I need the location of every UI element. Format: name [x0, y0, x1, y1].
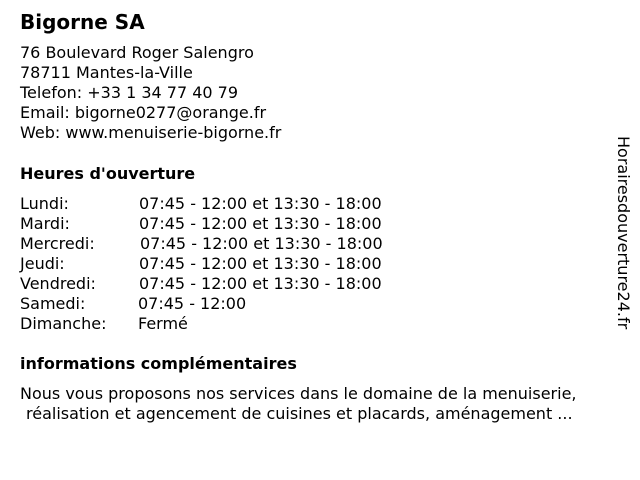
address-street: 76 Boulevard Roger Salengro: [20, 43, 254, 62]
time-value: 07:45 - 12:00 et 13:30 - 18:00: [140, 234, 383, 253]
watermark-text: Horairesdouverture24.fr: [614, 136, 633, 330]
day-label: Jeudi:: [20, 254, 65, 273]
hours-row-thursday: [20, 254, 440, 274]
description-line-1: Nous vous proposons nos services dans le domaine de la menuiserie,: [20, 384, 577, 403]
hours-row-friday: [20, 274, 440, 294]
day-label: Samedi:: [20, 294, 86, 313]
day-label: Mardi:: [20, 214, 70, 233]
time-value: 07:45 - 12:00: [138, 294, 247, 313]
contact-block: [20, 43, 281, 143]
hours-row-tuesday: [20, 214, 440, 234]
time-value: Fermé: [138, 314, 188, 333]
hours-row-sunday: [20, 314, 440, 334]
hours-row-wednesday: [20, 234, 440, 254]
business-name: Bigorne SA: [20, 10, 145, 34]
hours-row-monday: [20, 194, 440, 214]
day-label: Mercredi:: [20, 234, 95, 253]
opening-hours-heading: Heures d'ouverture: [20, 164, 196, 183]
time-value: 07:45 - 12:00 et 13:30 - 18:00: [139, 194, 382, 213]
day-label: Lundi:: [20, 194, 69, 213]
day-label: Vendredi:: [20, 274, 96, 293]
opening-hours-table: [20, 194, 440, 334]
hours-row-saturday: [20, 294, 440, 314]
web-line: Web: www.menuiserie-bigorne.fr: [20, 123, 282, 142]
description-line-2: réalisation et agencement de cuisines et placards, aménagement ...: [26, 404, 573, 423]
time-value: 07:45 - 12:00 et 13:30 - 18:00: [139, 254, 382, 273]
email-line: Email: bigorne0277@orange.fr: [20, 103, 267, 122]
day-label: Dimanche:: [20, 314, 107, 333]
time-value: 07:45 - 12:00 et 13:30 - 18:00: [139, 274, 382, 293]
additional-info-heading: informations complémentaires: [20, 354, 297, 373]
phone-line: Telefon: +33 1 34 77 40 79: [20, 83, 239, 102]
address-city: 78711 Mantes-la-Ville: [20, 63, 193, 82]
watermark: [613, 136, 633, 346]
description: [20, 384, 620, 424]
time-value: 07:45 - 12:00 et 13:30 - 18:00: [139, 214, 382, 233]
